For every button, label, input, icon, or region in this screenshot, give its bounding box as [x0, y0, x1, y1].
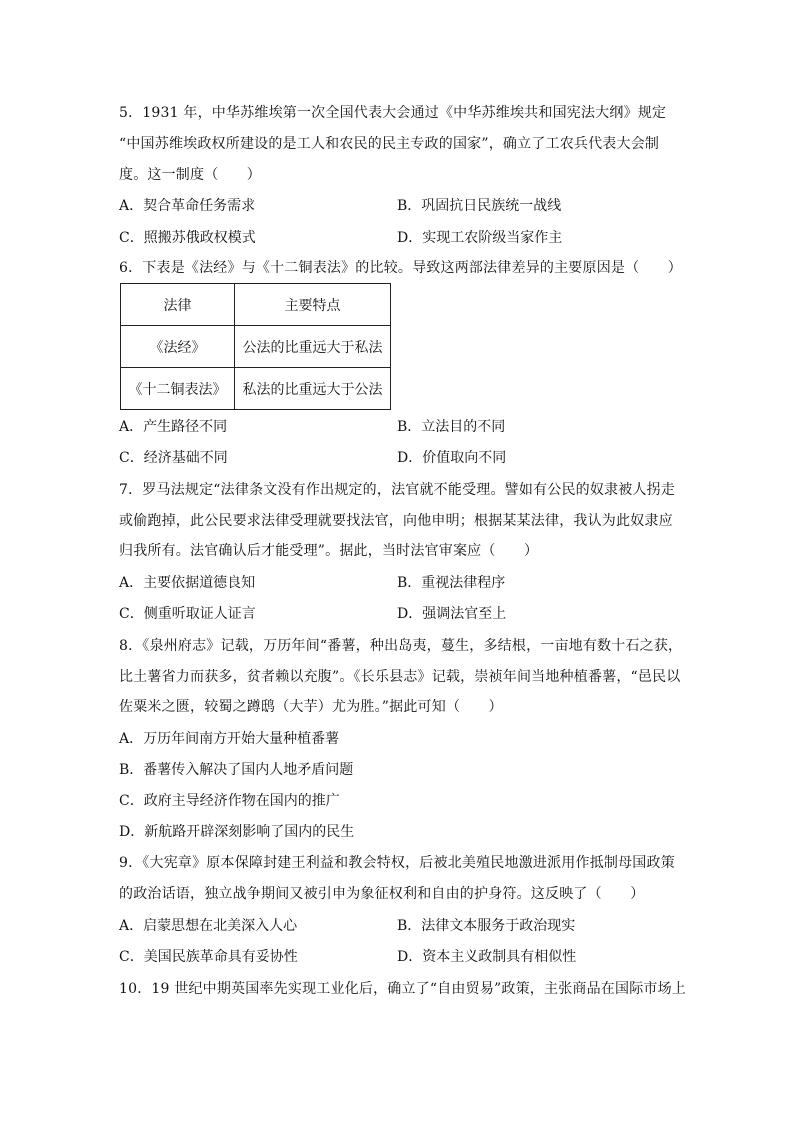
- table-cell: 《法经》: [121, 326, 235, 368]
- question-9-line-1: 9．《大宪章》原本保障封建王利益和教会特权，后被北美殖民地激进派用作抵制母国政策: [119, 855, 675, 871]
- question-5-option-b: B．巩固抗日民族统一战线: [397, 198, 562, 214]
- question-7-option-a: A．主要依据道德良知: [119, 575, 256, 591]
- comparison-table: [120, 283, 391, 410]
- question-5-option-d: D．实现工农阶级当家作主: [397, 230, 563, 246]
- table-row: [121, 326, 391, 368]
- question-5-option-c: C．照搬苏俄政权模式: [119, 230, 256, 246]
- question-5-line-3: 度。这一制度（ ）: [119, 167, 261, 183]
- question-8-line-2: 比土薯省力而获多，贫者赖以充腹”。《长乐县志》记载，崇祯年间当地种植番薯，“邑民以: [119, 669, 681, 685]
- question-5-line-2: “中国苏维埃政权所建设的是工人和农民的民主专政的国家”，确立了工农兵代表大会制: [119, 136, 660, 152]
- question-6-stem: 6．下表是《法经》与《十二铜表法》的比较。导致这两部法律差异的主要原因是（ ）: [119, 260, 682, 276]
- question-7-line-2: 或偷跑掉，此公民要求法律受理就要找法官，向他申明；根据某某法律，我认为此奴隶应: [119, 513, 673, 529]
- question-8-line-1: 8．《泉州府志》记载，万历年间“番薯，种出岛夷，蔓生，多结根，一亩地有数十石之获，: [119, 638, 683, 654]
- question-9-option-c: C．美国民族革命具有妥协性: [119, 949, 298, 965]
- question-10-line-1: 10．19 世纪中期英国率先实现工业化后，确立了“自由贸易”政策，主张商品在国际市场上: [119, 981, 686, 997]
- question-7-option-c: C．侧重听取证人证言: [119, 606, 256, 622]
- table-header-cell: 法律: [121, 284, 235, 326]
- question-6-option-a: A．产生路径不同: [119, 419, 228, 435]
- question-6-option-b: B．立法目的不同: [397, 419, 506, 435]
- question-7-line-1: 7．罗马法规定“法律条文没有作出规定的，法官就不能受理。譬如有公民的奴隶被人拐走: [119, 482, 676, 498]
- table-cell: 公法的比重远大于私法: [235, 326, 391, 368]
- question-9-option-a: A．启蒙思想在北美深入人心: [119, 918, 298, 934]
- table-cell: 私法的比重远大于公法: [235, 368, 391, 410]
- table-cell: 《十二铜表法》: [121, 368, 235, 410]
- table-header-cell: 主要特点: [235, 284, 391, 326]
- question-5-line-1: 5．1931 年，中华苏维埃第一次全国代表大会通过《中华苏维埃共和国宪法大纲》规定: [119, 105, 667, 121]
- table-header-row: [121, 284, 391, 326]
- question-8-option-a: A．万历年间南方开始大量种植番薯: [119, 731, 340, 747]
- question-6-option-c: C．经济基础不同: [119, 450, 228, 466]
- question-9-option-d: D．资本主义政制具有相似性: [397, 949, 577, 965]
- question-5-option-a: A．契合革命任务需求: [119, 198, 256, 214]
- question-8-option-d: D．新航路开辟深刻影响了国内的民生: [119, 824, 355, 840]
- question-9-option-b: B．法律文本服务于政治现实: [397, 918, 576, 934]
- question-6-option-d: D．价值取向不同: [397, 450, 507, 466]
- question-9-line-2: 的政治话语，独立战争期间又被引申为象征权利和自由的护身符。这反映了（ ）: [119, 886, 645, 902]
- question-7-option-d: D．强调法官至上: [397, 606, 507, 622]
- question-7-option-b: B．重视法律程序: [397, 575, 506, 591]
- question-8-line-3: 佐粟米之匮，较蜀之蹲鸱（大芋）尤为胜。”据此可知（ ）: [119, 699, 503, 715]
- question-8-option-b: B．番薯传入解决了国内人地矛盾问题: [119, 762, 354, 778]
- question-8-option-c: C．政府主导经济作物在国内的推广: [119, 793, 340, 809]
- table-row: [121, 368, 391, 410]
- question-7-line-3: 归我所有。法官确认后才能受理”。据此，当时法官审案应（ ）: [119, 543, 539, 559]
